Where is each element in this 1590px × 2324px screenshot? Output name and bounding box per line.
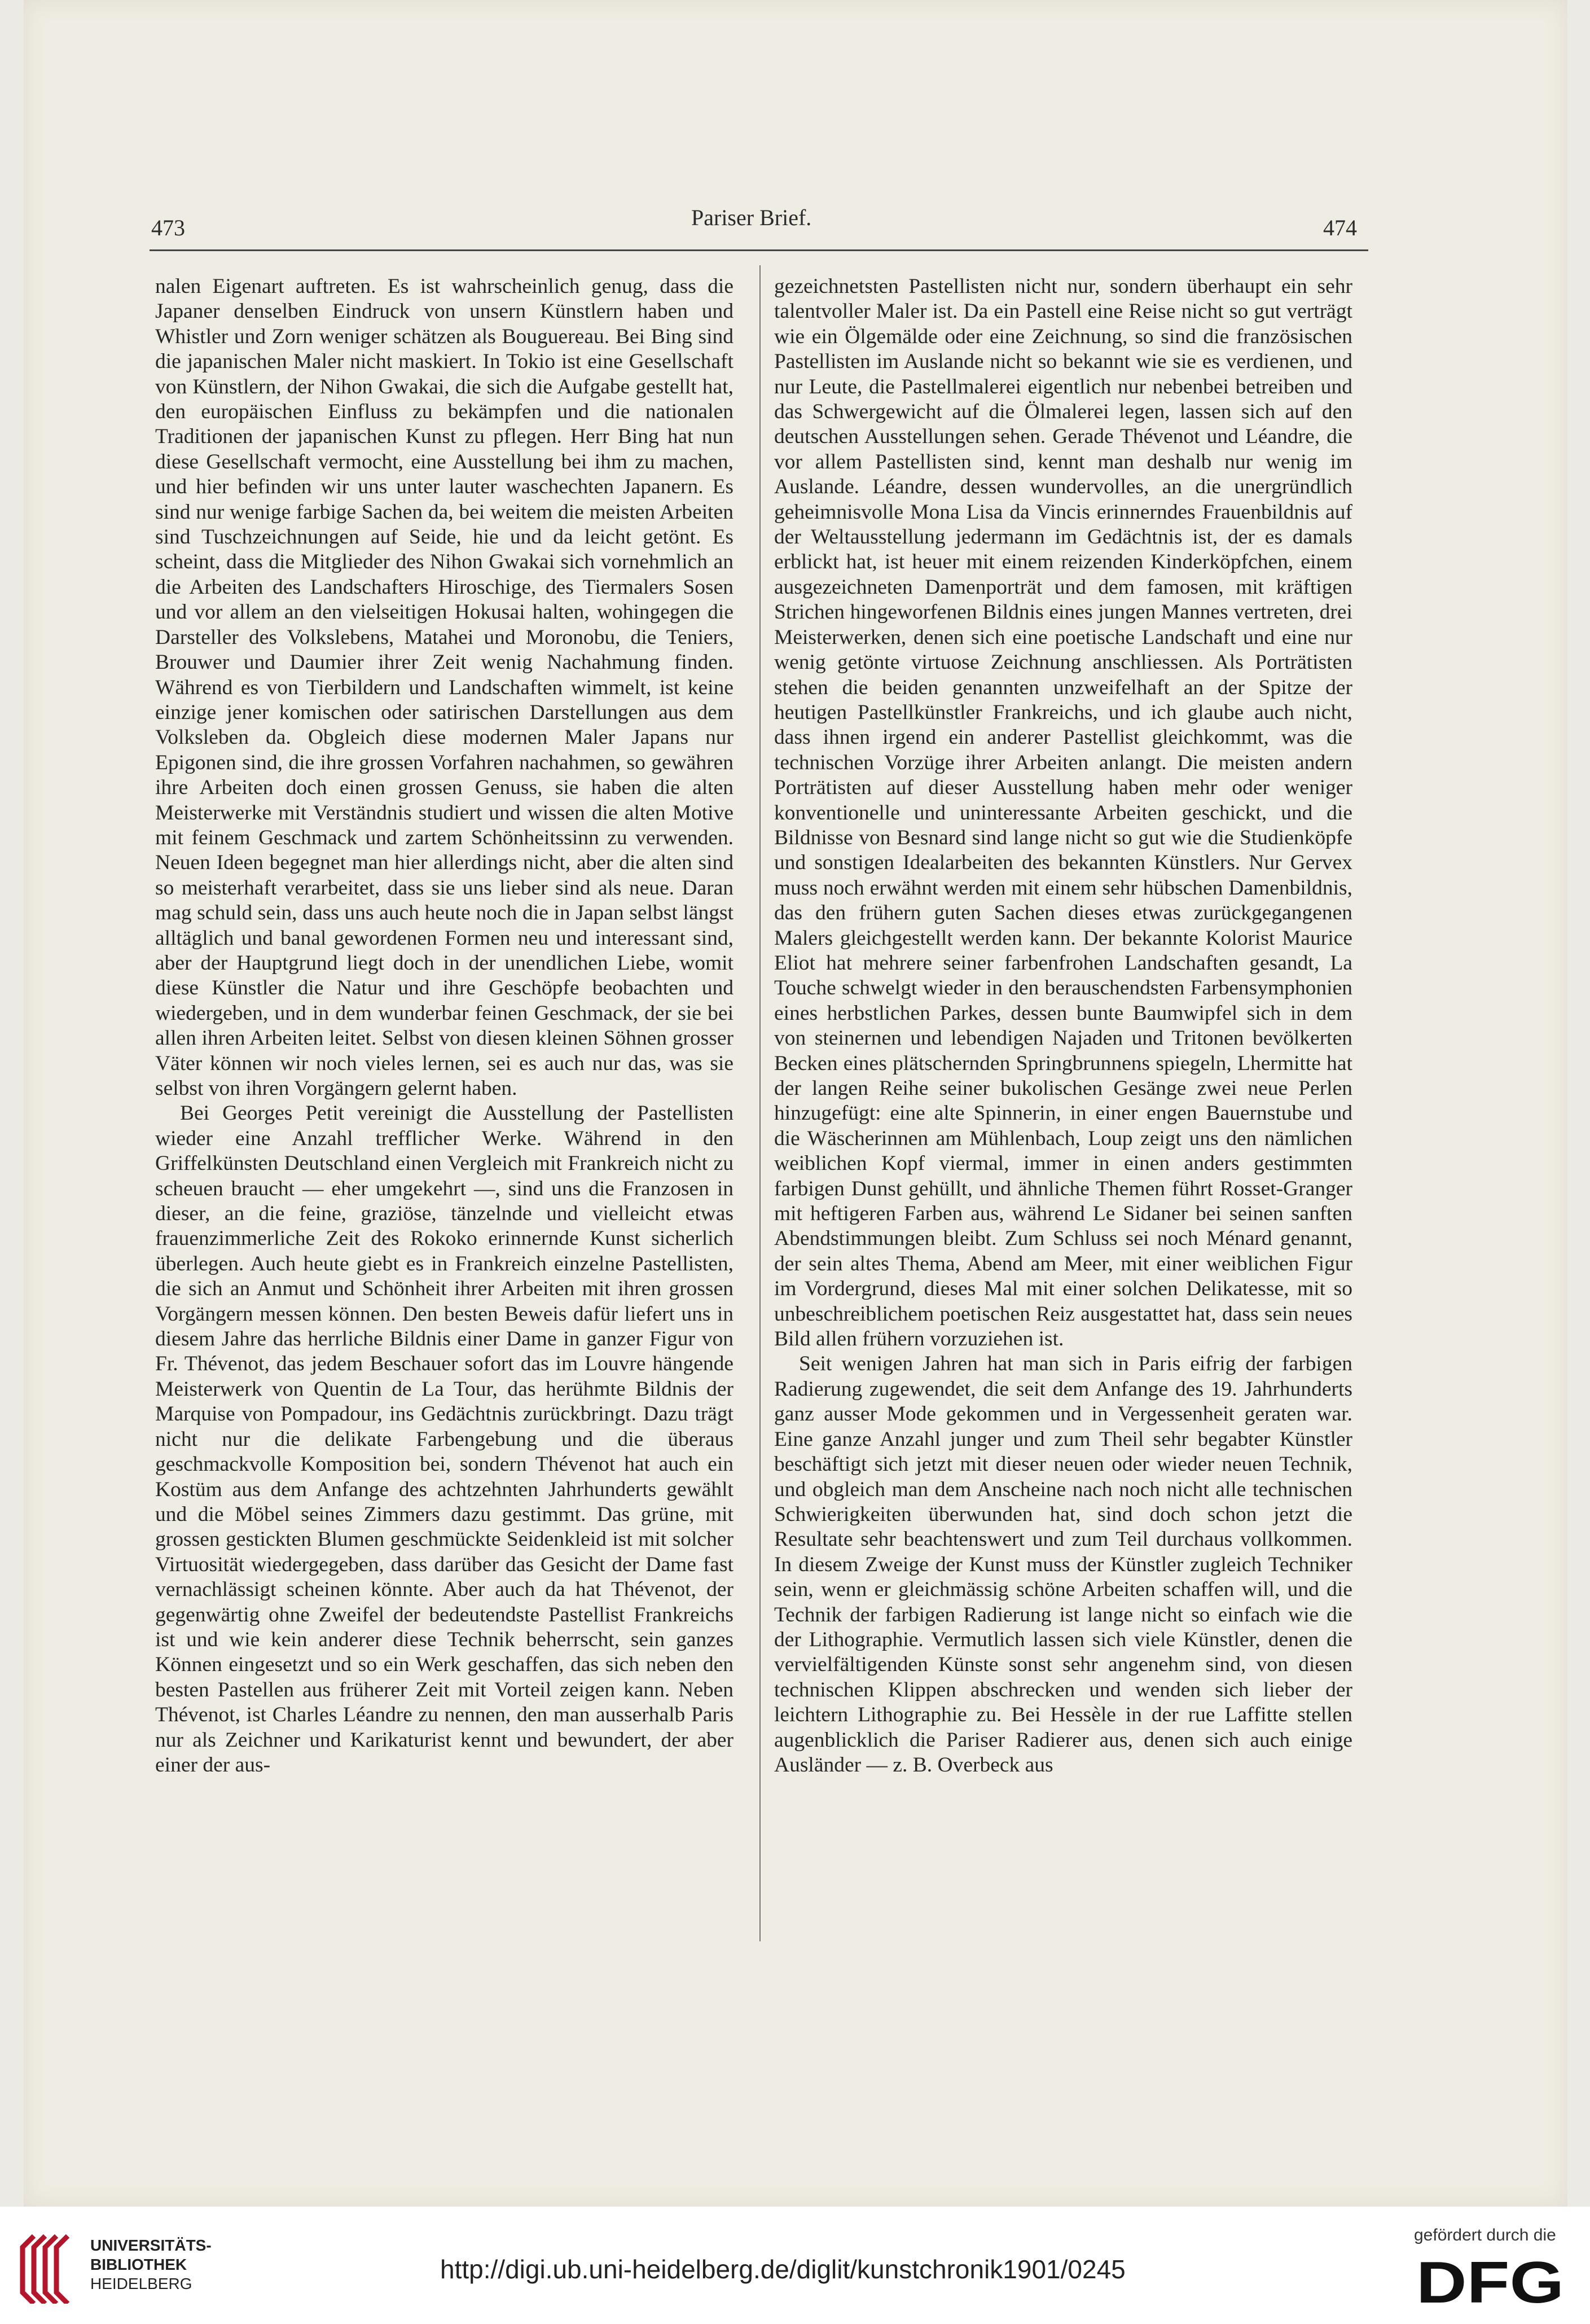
- paragraph: Seit wenigen Jahren hat man sich in Paris eifrig der farbigen Radierung zugewendet, die seit dem Anfange des 19. Jahrhunderts ganz ausser Mode gekommen und in Vergessenheit geraten war. Eine ganze Anzahl junger und zum Theil sehr begabter Künstler beschäftigt sich jetzt mit dieser neuen oder wieder neuen Technik, und obgleich man dem Anscheine nach noch nicht alle technischen Schwierigkeiten überwunden hat, sind doch schon jetzt die Resultate sehr beachtenswert und zum Teil durchaus vollkommen. In diesem Zweige der Kunst muss der Künstler zugleich Techniker sein, wenn er gleichmässig schöne Arbeiten schaffen will, und die Technik der farbigen Radierung ist lange nicht so einfach wie die der Lithographie. Vermutlich lassen sich viele Künstler, denen die vervielfältigenden Künste sonst sehr angenehm sind, von diesen technischen Klippen abschrecken und wenden sich lieber der leichtern Lithographie zu. Bei Hessèle in der rue Laffitte stellen augenblicklich die Pariser Radierer aus, denen sich auch einige Ausländer — z. B. Overbeck aus: [774, 1352, 1352, 1777]
- paragraph: Bei Georges Petit vereinigt die Ausstellung der Pastellisten wieder eine Anzahl trefflicher Werke. Während in den Griffelkünsten Deutschland einen Vergleich mit Frankreich nicht zu scheuen braucht — eher umgekehrt —, sind uns die Franzosen in dieser, an die feine, graziöse, tänzelnde und vielleicht etwas frauenzimmerliche Zeit des Rokoko erinnernde Kunst sicherlich überlegen. Auch heute giebt es in Frankreich einzelne Pastellisten, die sich an Anmut und Schönheit ihrer Arbeiten mit ihren grossen Vorgängern messen können. Den besten Beweis dafür liefert uns in diesem Jahre das herrliche Bildnis einer Dame in ganzer Figur von Fr. Thévenot, das jedem Beschauer sofort das im Louvre hängende Meisterwerk von Quentin de La Tour, das herühmte Bildnis der Marquise von Pompadour, ins Gedächtnis zurückbringt. Dazu trägt nicht nur die delikate Farbengebung und die überaus geschmackvolle Komposition bei, sondern Thévenot hat auch ein Kostüm aus dem Anfange des achtzehnten Jahrhunderts gewählt und die Möbel seines Zimmers dazu gestimmt. Das grüne, mit grossen gestickten Blumen geschmückte Seidenkleid ist mit solcher Virtuosität wiedergegeben, dass darüber das Gesicht der Dame fast vernachlässigt scheinen könnte. Aber auch da hat Thévenot, der gegenwärtig ohne Zweifel der bedeutendste Pastellist Frankreichs ist und wie kein anderer diese Technik beherrscht, sein ganzes Können eingesetzt und so ein Werk geschaffen, das sich neben den besten Pastellen aus früherer Zeit mit Vorteil zeigen kann. Neben Thévenot, ist Charles Léandre zu nennen, den man ausserhalb Paris nur als Zeichner und Karikaturist kennt und bewundert, der aber einer der aus-: [155, 1102, 733, 1777]
- column-divider: [759, 265, 761, 1941]
- library-name-line: HEIDELBERG: [90, 2275, 192, 2292]
- library-logo-icon: [17, 2225, 79, 2304]
- page-number-right: 474: [1323, 215, 1357, 240]
- right-column: [774, 274, 1352, 1778]
- dfg-logo-text: DFG: [1416, 2253, 1564, 2309]
- library-name: [90, 2236, 212, 2294]
- library-name-line: BIBLIOTHEK: [90, 2256, 187, 2273]
- running-title: Pariser Brief.: [691, 205, 812, 230]
- library-name-line: UNIVERSITÄTS-: [90, 2237, 212, 2254]
- page-number-left: 473: [151, 215, 185, 240]
- paragraph: nalen Eigenart auftreten. Es ist wahrscheinlich genug, dass die Japaner denselben Eindruck von unsern Künstlern haben und Whistler und Zorn weniger schätzen als Bouguereau. Bei Bing sind die japanischen Maler nicht maskiert. In Tokio ist eine Gesellschaft von Künstlern, der Nihon Gwakai, die sich die Aufgabe gestellt hat, den europäischen Einfluss zu bekämpfen und die nationalen Traditionen der japanischen Kunst zu pflegen. Herr Bing hat nun diese Gesellschaft vermocht, eine Ausstellung bei ihm zu machen, und hier befinden wir uns unter lauter waschechten Japanern. Es sind nur wenige farbige Sachen da, bei weitem die meisten Arbeiten sind Tuschzeichnungen auf Seide, hie und da leicht getönt. Es scheint, dass die Mitglieder des Nihon Gwakai sich vornehmlich an die Arbeiten des Landschafters Hiroschige, des Tiermalers Sosen und vor allem an den vielseitigen Hokusai halten, wohingegen die Darsteller des Volkslebens, Matahei und Moronobu, die Teniers, Brouwer und Daumier ihrer Zeit wenig Nachahmung finden. Während es von Tierbildern und Landschaften wimmelt, ist keine einzige jener komischen oder satirischen Darstellungen aus dem Volksleben da. Obgleich diese modernen Maler Japans nur Epigonen sind, die ihre grossen Vorfahren nachahmen, so gewähren ihre Arbeiten doch einen grossen Genuss, sie haben die alten Meisterwerke mit Verständnis studiert und wissen die alten Motive mit feinem Geschmack und zartem Schönheitssinn zu verwenden. Neuen Ideen begegnet man hier allerdings nicht, aber die alten sind so meisterhaft verarbeitet, dass sie uns lieber sind als neue. Daran mag schuld sein, dass uns auch heute noch die in Japan selbst längst alltäglich und banal gewordenen Formen neu und interessant sind, aber der Hauptgrund liegt doch in der unendlichen Liebe, womit diese Künstler die Natur und ihre Geschöpfe beobachten und wiedergeben, und in dem wunderbar feinen Geschmack, der sie bei allen ihren Arbeiten leitet. Selbst von diesen kleinen Söhnen grosser Väter können wir noch vieles lernen, sei es auch nur das, was sie selbst von ihren Vorgängern gelernt haben.: [155, 275, 733, 1100]
- left-column: [155, 274, 733, 1778]
- header-rule: [150, 249, 1368, 251]
- dfg-logo-icon: [1416, 2253, 1569, 2309]
- funding-label: gefördert durch die: [1414, 2226, 1556, 2244]
- source-url-link[interactable]: http://digi.ub.uni-heidelberg.de/diglit/kunstchronik1901/0245: [440, 2255, 1126, 2284]
- paragraph: gezeichnetsten Pastellisten nicht nur, sondern überhaupt ein sehr talentvoller Maler ist. Da ein Pastell eine Reise nicht so gut verträgt wie ein Ölgemälde oder eine Zeichnung, so sind die französischen Pastellisten im Auslande nicht so bekannt wie sie es verdienen, und nur Leute, die Pastellmalerei eigentlich nur nebenbei betreiben und das Schwergewicht auf die Ölmalerei legen, lassen sich auf den deutschen Ausstellungen sehen. Gerade Thévenot und Léandre, die vor allem Pastellisten sind, kennt man deshalb nur wenig im Auslande. Léandre, dessen wundervolles, an die unergründlich geheimnisvolle Mona Lisa da Vincis erinnerndes Frauenbildnis auf der Weltausstellung jedermann im Gedächtnis ist, der es damals erblickt hat, ist heuer mit einem reizenden Kinderköpfchen, einem ausgezeichneten Damenporträt und dem famosen, mit kräftigen Strichen hingeworfenen Bildnis eines jungen Mannes vertreten, drei Meisterwerken, denen sich eine poetische Landschaft und eine nur wenig getönte virtuose Zeichnung anschliessen. Als Porträtisten stehen die beiden genannten unzweifelhaft an der Spitze der heutigen Pastellkünstler Frankreichs, und ich glaube auch nicht, dass ihnen irgend ein anderer Pastellist gleichkommt, was die technischen Vorzüge ihrer Arbeiten anlangt. Die meisten andern Porträtisten auf dieser Ausstellung haben mehr oder weniger konventionelle und uninteressante Arbeiten geschickt, und die Bildnisse von Besnard sind lange nicht so gut wie die Studienköpfe und sonstigen Idealarbeiten des bekannten Künstlers. Nur Gervex muss noch erwähnt werden mit einem sehr hübschen Damenbildnis, das den frühern guten Sachen dieses etwas zurückgegangenen Malers gleichgestellt werden kann. Der bekannte Kolorist Maurice Eliot hat mehrere seiner farbenfrohen Landschaften gesandt, La Touche schwelgt wieder in den berauschendsten Farbensymphonien eines herbstlichen Parkes, dessen bunte Baumwipfel sich in dem von steinernen und lebendigen Najaden und Tritonen bevölkerten Becken eines plätschernden Springbrunnens spiegeln, Lhermitte hat der langen Reihe seiner bukolischen Gesänge zwei neue Perlen hinzugefügt: eine alte Spinnerin, in einer engen Bauernstube und die Wäscherinnen am Mühlenbach, Loup zeigt uns den nämlichen weiblichen Kopf viermal, immer in einen anders gestimmten farbigen Dunst gehüllt, und ähnliche Themen führt Rosset-Granger mit heftigeren Farben aus, während Le Sidaner bei seinen sanften Abendstimmungen bleibt. Zum Schluss sei noch Ménard genannt, der sein altes Thema, Abend am Meer, mit einer weiblichen Figur im Vordergrund, dieses Mal mit einer solchen Delikatesse, mit so unbeschreiblichem poetischen Reiz ausgestattet hat, dass sein neues Bild allen frühern vorzuziehen ist.: [774, 275, 1352, 1351]
